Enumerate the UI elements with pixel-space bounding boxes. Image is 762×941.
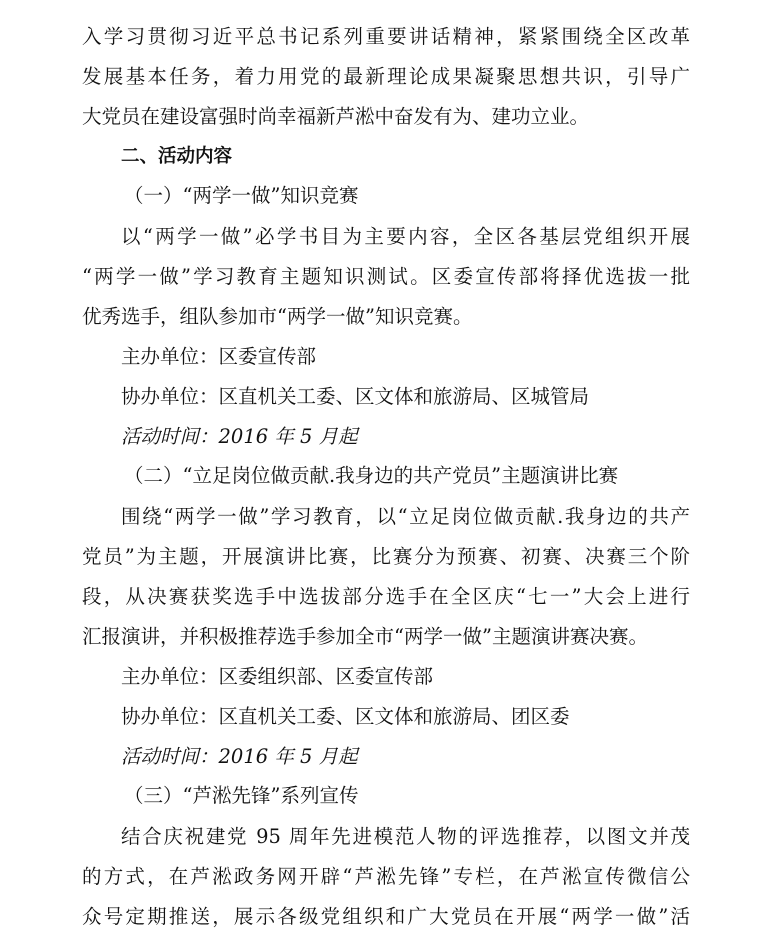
activity-1-title: （一）“两学一做”知识竞赛 bbox=[124, 184, 359, 207]
activity-1-body-line-3: 优秀选手，组队参加市“两学一做”知识竞赛。 bbox=[82, 305, 473, 328]
activity-3-body-line-2: 的方式，在芦淞政务网开辟“芦淞先锋”专栏，在芦淞宣传微信公 bbox=[82, 865, 690, 888]
intro-line-2: 发展基本任务，着力用党的最新理论成果凝聚思想共识，引导广 bbox=[82, 65, 690, 88]
activity-3-title: （三）“芦淞先锋”系列宣传 bbox=[124, 784, 359, 807]
section-heading: 二、活动内容 bbox=[121, 146, 233, 167]
activity-2-body-line-3: 段，从决赛获奖选手中选拔部分选手在全区庆“七一”大会上进行 bbox=[82, 585, 690, 608]
activity-1-host: 主办单位：区委宣传部 bbox=[121, 345, 317, 368]
activity-1-body-line-1: 以“两学一做”必学书目为主要内容，全区各基层党组织开展 bbox=[121, 225, 690, 248]
intro-line-3: 大党员在建设富强时尚幸福新芦淞中奋发有为、建功立业。 bbox=[82, 105, 590, 128]
activity-1-co-host: 协办单位：区直机关工委、区文体和旅游局、区城管局 bbox=[121, 385, 590, 408]
activity-1-time: 活动时间：2016 年 5 月起 bbox=[121, 425, 358, 448]
activity-2-title: （二）“立足岗位做贡献.我身边的共产党员”主题演讲比赛 bbox=[124, 464, 619, 487]
activity-2-body-line-4: 汇报演讲，并积极推荐选手参加全市“两学一做”主题演讲赛决赛。 bbox=[82, 625, 648, 648]
activity-3-body-line-3: 众号定期推送，展示各级党组织和广大党员在开展“两学一做”活 bbox=[82, 905, 690, 928]
activity-3-body-line-1: 结合庆祝建党 95 周年先进模范人物的评选推荐，以图文并茂 bbox=[121, 825, 690, 848]
activity-1-body-line-2: “两学一做”学习教育主题知识测试。区委宣传部将择优选拔一批 bbox=[82, 265, 690, 288]
activity-2-time: 活动时间：2016 年 5 月起 bbox=[121, 745, 358, 768]
activity-2-co-host: 协办单位：区直机关工委、区文体和旅游局、团区委 bbox=[121, 705, 570, 728]
intro-line-1: 入学习贯彻习近平总书记系列重要讲话精神，紧紧围绕全区改革 bbox=[82, 25, 690, 48]
activity-2-body-line-1: 围绕“两学一做”学习教育，以“立足岗位做贡献.我身边的共产 bbox=[121, 505, 690, 528]
activity-2-body-line-2: 党员”为主题，开展演讲比赛，比赛分为预赛、初赛、决赛三个阶 bbox=[82, 545, 690, 568]
activity-2-host: 主办单位：区委组织部、区委宣传部 bbox=[121, 665, 434, 688]
